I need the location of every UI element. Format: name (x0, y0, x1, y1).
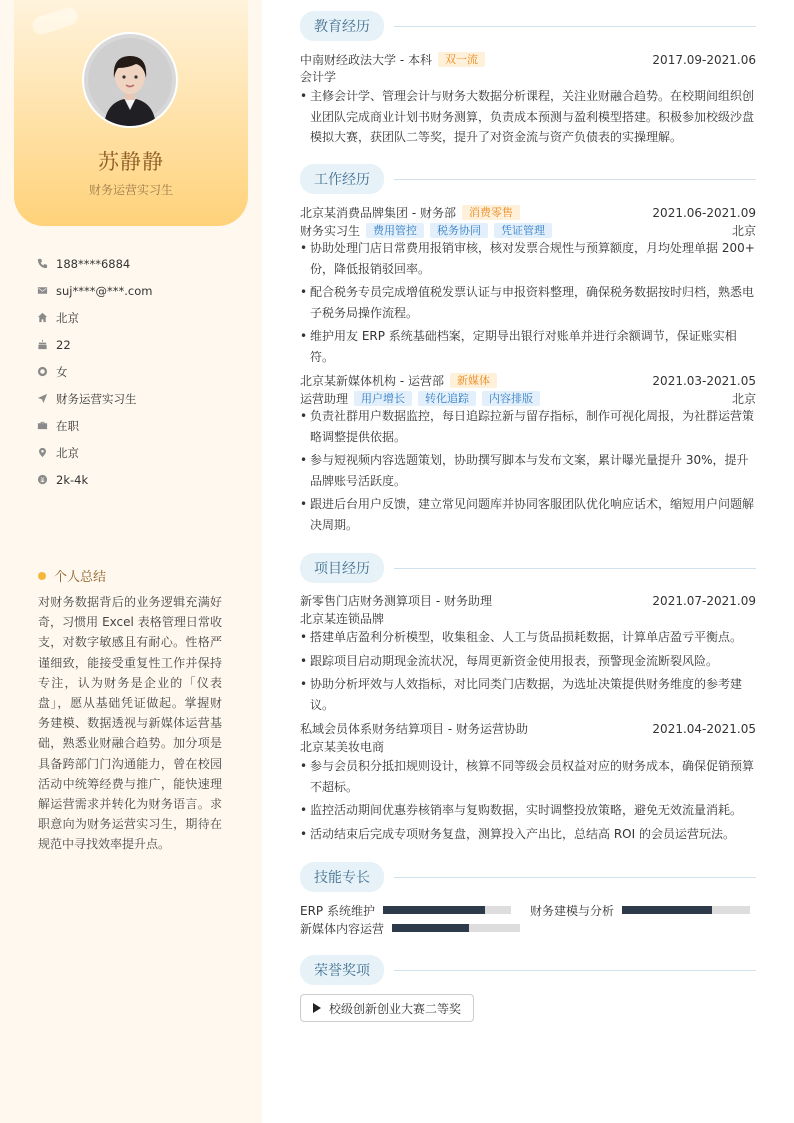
section-title-education: 教育经历 (300, 11, 384, 41)
section-divider (394, 179, 756, 180)
list-item: • 主修会计学、管理会计与财务大数据分析课程，关注业财融合趋势。在校期间组织创业团队完成商业计划书财务测算，负责成本预测与盈利模型搭建。积极参加校级沙盘模拟大赛，获团队二等奖，提升了对资金流与资产负债表的实操理解。 (300, 86, 756, 148)
work-tag: 消费零售 (462, 205, 520, 220)
work-city: 北京 (731, 224, 756, 238)
email-text: suj****@***.com (56, 283, 153, 298)
section-honors (300, 955, 756, 985)
work-1-header (300, 204, 756, 221)
project-1-header (300, 592, 756, 609)
info-gender (36, 358, 152, 385)
skill-tag: 转化追踪 (418, 391, 476, 406)
section-divider (394, 568, 756, 569)
info-salary (36, 466, 152, 493)
work-2-header (300, 372, 756, 389)
project-org: 北京某美妆电商 (300, 740, 385, 754)
list-item: • 搭建单店盈利分析模型，收集租金、人工与货品损耗数据，计算单店盈亏平衡点。 (300, 627, 756, 648)
work-date: 2021.06-2021.09 (652, 205, 756, 220)
briefcase-icon (36, 420, 48, 432)
project-org: 北京某连锁品牌 (300, 612, 385, 626)
summary-heading (38, 566, 106, 585)
project-title: 私域会员体系财务结算项目 - 财务运营协助 (300, 722, 528, 736)
section-title-project: 项目经历 (300, 553, 384, 583)
section-title-honors: 荣誉奖项 (300, 955, 384, 985)
education-date: 2017.09-2021.06 (652, 52, 756, 67)
gender-icon (36, 366, 48, 378)
phone-text: 188****6884 (56, 256, 131, 271)
project-2-org-row (300, 738, 756, 755)
project-date: 2021.07-2021.09 (652, 593, 756, 608)
project-title: 新零售门店财务测算项目 - 财务助理 (300, 594, 492, 608)
status-text: 在职 (56, 418, 79, 433)
list-item: • 协助分析坪效与人效指标，对比同类门店数据，为选址决策提供财务维度的参考建议。 (300, 674, 756, 715)
education-bullets (300, 86, 756, 151)
skill-name: 新媒体内容运营 (300, 921, 385, 936)
section-title-work: 工作经历 (300, 164, 384, 194)
list-item: • 参与会员积分抵扣规则设计，核算不同等级会员权益对应的财务成本，确保促销预算不超标。 (300, 756, 756, 797)
work-1-bullets (300, 238, 756, 370)
project-1-org-row (300, 610, 756, 627)
skill-tag: 费用管控 (366, 223, 424, 238)
skill-bar (383, 906, 511, 914)
mail-icon (36, 285, 48, 297)
skill-bar (622, 906, 750, 914)
summary-title-text: 个人总结 (54, 570, 107, 585)
list-item: • 跟进后台用户反馈，建立常见问题库并协同客服团队优化响应话术，缩短用户问题解决周期。 (300, 494, 756, 535)
info-email (36, 277, 152, 304)
skill-bar-fill (622, 906, 712, 914)
phone-icon (36, 258, 48, 270)
school-name: 中南财经政法大学 - 本科 (300, 53, 432, 67)
award-text: 校级创新创业大赛二等奖 (329, 1001, 462, 1016)
skill-name: ERP 系统维护 (300, 903, 375, 918)
skill-tag: 用户增长 (354, 391, 412, 406)
skill-item (300, 920, 520, 936)
location-icon (36, 447, 48, 459)
section-title-skills: 技能专长 (300, 862, 384, 892)
award-item (300, 994, 474, 1022)
work-company: 北京某新媒体机构 - 运营部 (300, 374, 444, 388)
work-date: 2021.03-2021.05 (652, 373, 756, 388)
list-item: • 活动结束后完成专项财务复盘，测算投入产出比，总结高 ROI 的会员运营玩法。 (300, 824, 756, 845)
skill-bar-fill (392, 924, 469, 932)
info-phone (36, 250, 152, 277)
cake-icon (36, 339, 48, 351)
contact-info-list (36, 250, 152, 493)
info-target-role (36, 385, 152, 412)
info-status (36, 412, 152, 439)
project-date: 2021.04-2021.05 (652, 721, 756, 736)
work-1-position-row (300, 222, 756, 239)
salary-text: 2k-4k (56, 472, 89, 487)
salary-icon (36, 474, 48, 486)
education-header (300, 51, 756, 68)
education-major: 会计学 (300, 70, 337, 84)
info-location (36, 439, 152, 466)
skill-tag: 凭证管理 (494, 223, 552, 238)
summary-dot-icon (38, 572, 46, 580)
section-education (300, 11, 756, 41)
location-text: 北京 (56, 445, 79, 460)
section-work (300, 164, 756, 194)
project-1-bullets (300, 627, 756, 718)
skill-tag: 税务协同 (430, 223, 488, 238)
summary-text: 对财务数据背后的业务逻辑充满好奇，习惯用 Excel 表格管理日常收支，对数字敏感且有耐心。性格严谨细致，能接受重复性工作并保持专注，认为财务是企业的「仪表盘」，愿从基础凭证做起。掌握财务建模、数据透视与新媒体运营基础，熟悉业财融合趋势。加分项是具备跨部门门沟通能力，曾在校园活动中统筹经费与推广，能快速理解运营需求并转化为财务语言。求职意向为财务运营实习生，期待在规范中寻找效率提升点。 (38, 595, 222, 852)
list-item: • 跟踪项目启动期现金流状况，每周更新资金使用报表，预警现金流断裂风险。 (300, 651, 756, 672)
target-role-text: 财务运营实习生 (56, 391, 137, 406)
home-icon (36, 312, 48, 324)
skill-item (530, 902, 750, 918)
work-company: 北京某消费品牌集团 - 财务部 (300, 206, 456, 220)
school-tag: 双一流 (438, 52, 485, 67)
work-city: 北京 (731, 392, 756, 406)
skill-bar (392, 924, 520, 932)
candidate-role: 财务运营实习生 (88, 183, 173, 197)
work-position: 财务实习生 (300, 224, 361, 238)
list-item: • 维护用友 ERP 系统基础档案，定期导出银行对账单并进行余额调节，保证账实相符。 (300, 326, 756, 367)
section-divider (394, 970, 756, 971)
work-2-bullets (300, 406, 756, 538)
work-tag: 新媒体 (450, 373, 497, 388)
work-2-position-row (300, 390, 756, 407)
list-item: • 负责社群用户数据监控，每日追踪拉新与留存指标，制作可视化周报，为社群运营策略调整提供依据。 (300, 406, 756, 447)
list-item: • 协助处理门店日常费用报销审核，核对发票合规性与预算额度，月均处理单据 200+ 份，降低报销驳回率。 (300, 238, 756, 279)
section-divider (394, 26, 756, 27)
info-age (36, 331, 152, 358)
list-item: • 配合税务专员完成增值税发票认证与申报资料整理，确保税务数据按时归档，熟悉电子税务局操作流程。 (300, 282, 756, 323)
project-2-header (300, 720, 756, 737)
candidate-name: 苏静静 (98, 150, 164, 174)
skill-item (300, 902, 511, 918)
list-item: • 参与短视频内容选题策划，协助撰写脚本与发布文案，累计曝光量提升 30%，提升品牌账号活跃度。 (300, 450, 756, 491)
list-item: • 监控活动期间优惠券核销率与复购数据，实时调整投放策略，避免无效流量消耗。 (300, 800, 756, 821)
home-text: 北京 (56, 310, 79, 325)
project-2-bullets (300, 756, 756, 847)
section-skills (300, 862, 756, 892)
education-major-row (300, 68, 756, 85)
work-position: 运营助理 (300, 392, 349, 406)
sidebar (0, 0, 262, 1123)
skill-tag: 内容排版 (482, 391, 540, 406)
avatar (84, 34, 176, 126)
skill-bar-fill (383, 906, 485, 914)
send-icon (36, 393, 48, 405)
skill-name: 财务建模与分析 (530, 903, 615, 918)
info-home (36, 304, 152, 331)
section-divider (394, 877, 756, 878)
play-icon (313, 1003, 321, 1013)
section-project (300, 553, 756, 583)
gender-text: 女 (56, 364, 68, 379)
age-text: 22 (56, 337, 71, 352)
